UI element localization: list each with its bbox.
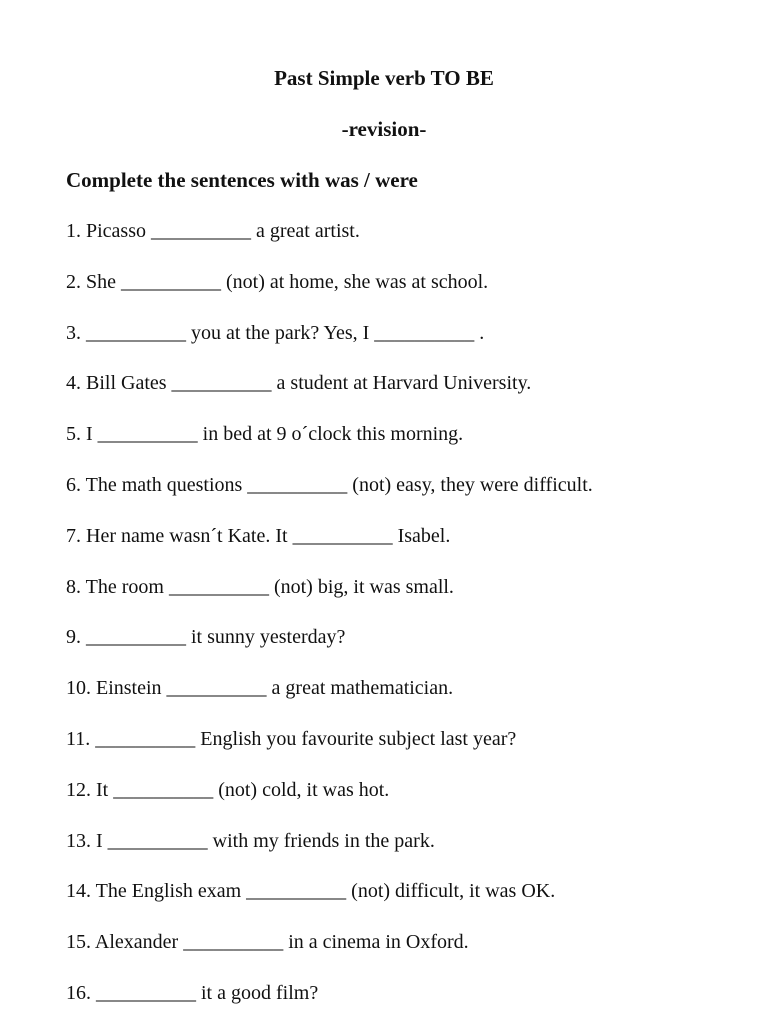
worksheet-subtitle: -revision- (341, 117, 427, 141)
exercise-sentence-15: 15. Alexander __________ in a cinema in Oxford. (66, 931, 469, 954)
exercise-sentence-11: 11. __________ English you favourite subject last year? (66, 727, 517, 750)
exercise-sentence-2: 2. She __________ (not) at home, she was at school. (66, 270, 489, 293)
exercise-sentence-3: 3. __________ you at the park? Yes, I __________ . (66, 321, 485, 344)
exercise-list (66, 219, 593, 1032)
exercise-sentence-8: 8. The room __________ (not) big, it was small. (66, 575, 454, 598)
worksheet-title: Past Simple verb TO BE (274, 66, 494, 90)
exercise-sentence-12: 12. It __________ (not) cold, it was hot. (66, 778, 390, 801)
exercise-sentence-13: 13. I __________ with my friends in the park. (66, 829, 435, 852)
exercise-sentence-6: 6. The math questions __________ (not) easy, they were difficult. (66, 473, 593, 496)
exercise-sentence-10: 10. Einstein __________ a great mathematician. (66, 677, 454, 700)
exercise-sentence-1: 1. Picasso __________ a great artist. (66, 220, 360, 242)
exercise-instruction: Complete the sentences with was / were (66, 168, 418, 192)
exercise-sentence-16: 16. __________ it a good film? (66, 981, 319, 1004)
exercise-sentence-4: 4. Bill Gates __________ a student at Harvard University. (66, 372, 532, 395)
exercise-sentence-14: 14. The English exam __________ (not) difficult, it was OK. (66, 880, 556, 903)
exercise-sentence-7: 7. Her name wasn´t Kate. It __________ Isabel. (66, 524, 451, 547)
exercise-sentence-5: 5. I __________ in bed at 9 o´clock this morning. (66, 423, 464, 446)
exercise-sentence-9: 9. __________ it sunny yesterday? (66, 626, 346, 649)
